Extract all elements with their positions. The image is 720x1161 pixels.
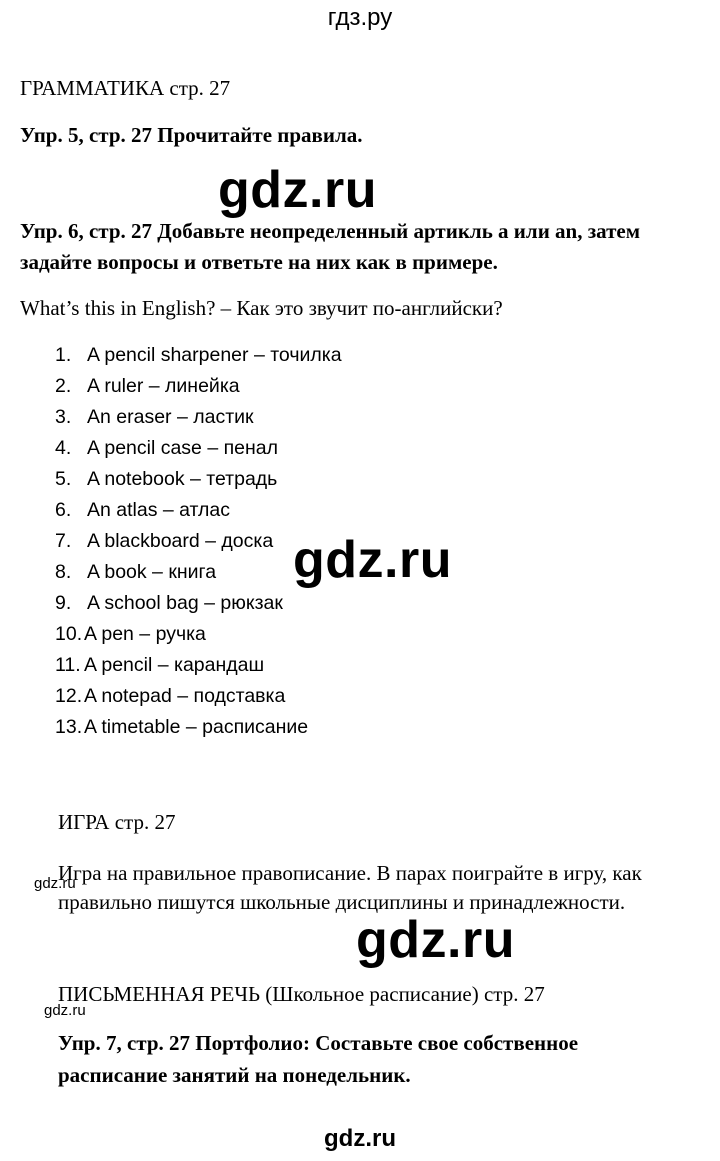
item-number: 12. — [55, 685, 83, 707]
watermark-3: gdz.ru — [356, 911, 515, 969]
game-heading: ИГРА стр. 27 — [58, 810, 176, 834]
item-number: 1. — [55, 344, 72, 366]
item-number: 6. — [55, 499, 72, 521]
item-text: An eraser – ластик — [87, 406, 254, 428]
exercise-7-title-line-2: расписание занятий на понедельник. — [58, 1063, 411, 1087]
list-item — [55, 681, 342, 712]
item-text: A pencil case – пенал — [87, 437, 278, 459]
item-number: 3. — [55, 406, 72, 428]
game-text-line-2: правильно пишутся школьные дисциплины и принадлежности. — [58, 890, 626, 914]
game-text-line-1: Игра на правильное правописание. В парах поиграйте в игру, как — [58, 861, 642, 885]
item-text: A timetable – расписание — [84, 716, 309, 738]
watermark-small-1: gdz.ru — [34, 875, 76, 892]
item-text: A pen – ручка — [84, 623, 206, 645]
list-item — [55, 650, 342, 681]
item-number: 13. — [55, 716, 83, 738]
item-number: 5. — [55, 468, 72, 490]
exercise-7-title-line-1: Упр. 7, стр. 27 Портфолио: Составьте свое собственное — [58, 1031, 579, 1055]
item-text: A ruler – линейка — [87, 375, 240, 397]
item-number: 7. — [55, 530, 72, 552]
site-header: гдз.ру — [327, 4, 393, 31]
list-item — [55, 619, 342, 650]
watermark-2: gdz.ru — [293, 531, 452, 589]
item-text: A notepad – подставка — [84, 685, 286, 707]
writing-heading: ПИСЬМЕННАЯ РЕЧЬ (Школьное расписание) стр. 27 — [58, 982, 545, 1006]
watermark-1: gdz.ru — [218, 161, 377, 219]
item-text: A pencil sharpener – точилка — [87, 344, 342, 366]
question-line: What’s this in English? – Как это звучит по-английски? — [20, 296, 503, 320]
list-item — [55, 433, 342, 464]
item-number: 8. — [55, 561, 72, 583]
list-item — [55, 464, 342, 495]
site-footer: gdz.ru — [324, 1125, 396, 1152]
item-text: An atlas – атлас — [87, 499, 231, 521]
list-item — [55, 712, 342, 743]
item-number: 9. — [55, 592, 72, 614]
item-number: 11. — [55, 654, 81, 676]
item-number: 2. — [55, 375, 72, 397]
item-text: A notebook – тетрадь — [87, 468, 278, 490]
exercise-6-title-line-1: Упр. 6, стр. 27 Добавьте неопределенный артикль a или an, затем — [20, 219, 641, 243]
item-text: A pencil – карандаш — [84, 654, 265, 676]
item-text: A blackboard – доска — [87, 530, 274, 552]
list-item — [55, 371, 342, 402]
list-item — [55, 340, 342, 371]
list-item — [55, 588, 342, 619]
grammar-heading: ГРАММАТИКА стр. 27 — [20, 76, 231, 100]
list-item — [55, 495, 342, 526]
list-item — [55, 402, 342, 433]
exercise-6-title-line-2: задайте вопросы и ответьте на них как в примере. — [20, 250, 498, 274]
item-number: 10. — [55, 623, 83, 645]
exercise-5-title: Упр. 5, стр. 27 Прочитайте правила. — [20, 123, 363, 147]
item-text: A book – книга — [87, 561, 217, 583]
watermark-small-2: gdz.ru — [44, 1002, 86, 1019]
item-number: 4. — [55, 437, 72, 459]
item-text: A school bag – рюкзак — [87, 592, 283, 614]
